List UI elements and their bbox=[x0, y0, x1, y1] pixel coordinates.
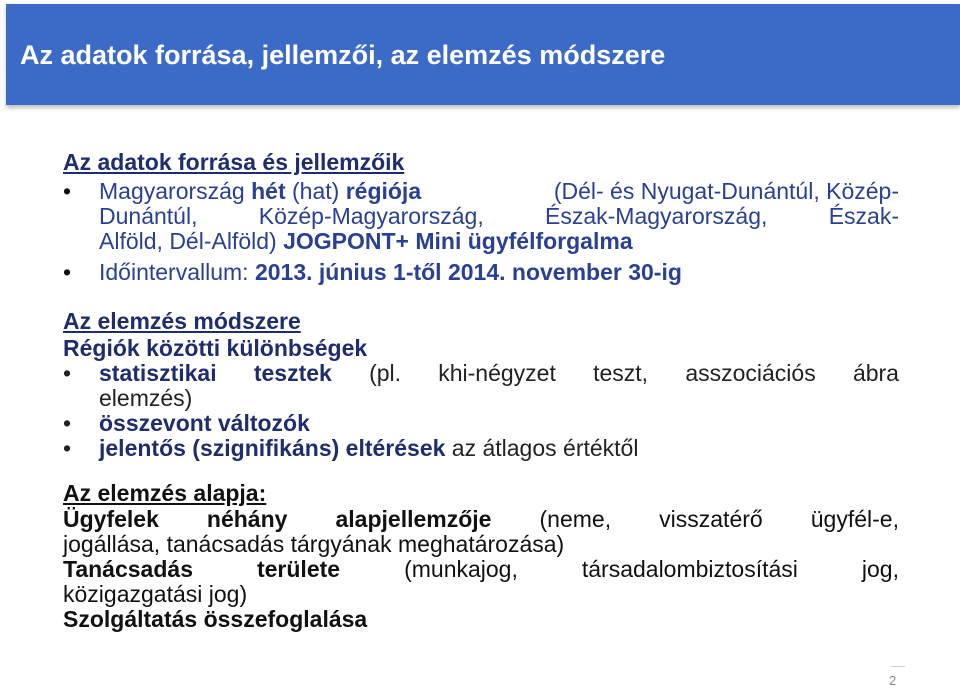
section-sources bbox=[63, 148, 899, 285]
basis-summary: Szolgáltatás összefoglalása bbox=[63, 606, 368, 632]
section-basis bbox=[63, 479, 899, 632]
bullet-tests: • statisztikai tesztek (pl. khi-négyzet teszt, asszociációs ábra elemzés) bbox=[63, 361, 899, 411]
title-bar bbox=[6, 4, 960, 105]
bullet-merged-vars: • összevont változók bbox=[63, 411, 899, 436]
section-basis-heading: Az elemzés alapja: bbox=[63, 480, 267, 506]
slide-content bbox=[63, 148, 899, 632]
bullet-regions-line1: • Magyarország hét (hat) régiója (Dél- és Nyugat-Dunántúl, Közép- bbox=[99, 178, 899, 204]
page-number: 2 bbox=[889, 673, 897, 688]
page-number-rule bbox=[891, 666, 905, 667]
section-method bbox=[63, 307, 899, 461]
bullet-regions-line2: Dunántúl, Közép-Magyarország, Észak-Magyarország, Észak- bbox=[99, 203, 899, 229]
bullet-regions-line3: Alföld, Dél-Alföld) JOGPONT+ Mini ügyfélforgalma bbox=[99, 228, 633, 254]
bullet-interval: • Időintervallum: 2013. június 1-től 2014. november 30-ig bbox=[63, 260, 899, 285]
basis-clients-line1: Ügyfelek néhány alapjellemzője (neme, visszatérő ügyfél-e, bbox=[63, 506, 899, 532]
section-method-heading: Az elemzés módszere bbox=[63, 308, 301, 334]
bullet-significant: • jelentős (szignifikáns) eltérések az átlagos értéktől bbox=[63, 436, 899, 461]
basis-area-line2: közigazgatási jog) bbox=[63, 581, 248, 607]
section-sources-heading: Az adatok forrása és jellemzőik bbox=[63, 149, 405, 175]
basis-area-line1: Tanácsadás területe (munkajog, társadalombiztosítási jog, bbox=[63, 556, 899, 582]
section-method-subheading: Régiók közötti különbségek bbox=[63, 335, 368, 361]
slide-title: Az adatok forrása, jellemzői, az elemzés módszere bbox=[20, 40, 666, 70]
basis-clients-line2: jogállása, tanácsadás tárgyának meghatározása) bbox=[63, 531, 565, 557]
bullet-regions bbox=[63, 179, 899, 254]
